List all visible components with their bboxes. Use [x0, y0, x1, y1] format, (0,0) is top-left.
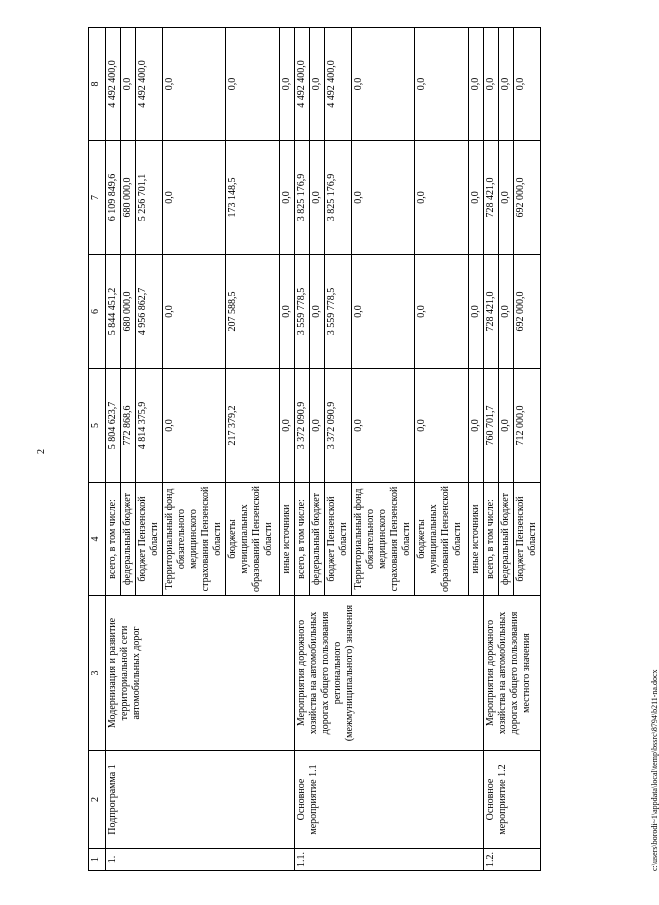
amount-cell: 0,0 — [499, 255, 514, 369]
amount-cell: 728 421,0 — [484, 255, 499, 369]
amount-cell: 0,0 — [280, 141, 295, 255]
header-cell: 6 — [89, 255, 106, 369]
description-cell: Мероприятия дорожного хозяйства на автомобильных дорогах общего пользования местного значения — [484, 596, 541, 751]
amount-cell: 0,0 — [469, 28, 484, 141]
row-number-cell: 1.2. — [484, 849, 541, 871]
funding-source-cell: Территориальный фонд обязательного медицинского страхования Пензенской области — [163, 483, 226, 596]
header-cell: 8 — [89, 28, 106, 141]
header-cell: 7 — [89, 141, 106, 255]
amount-cell: 0,0 — [163, 28, 226, 141]
funding-source-cell: федеральный бюджет — [121, 483, 136, 596]
amount-cell: 0,0 — [310, 369, 325, 483]
amount-cell: 0,0 — [310, 255, 325, 369]
amount-cell: 0,0 — [499, 28, 514, 141]
row-number-cell: 1.1. — [295, 849, 484, 871]
funding-source-cell: всего, в том числе: — [295, 483, 310, 596]
table-row — [295, 28, 310, 871]
amount-cell: 5 844 451,2 — [106, 255, 121, 369]
row-number-cell: 1. — [106, 849, 295, 871]
amount-cell: 0,0 — [226, 28, 280, 141]
header-cell: 2 — [89, 751, 106, 849]
amount-cell: 0,0 — [415, 28, 469, 141]
amount-cell: 207 588,5 — [226, 255, 280, 369]
amount-cell: 712 000,0 — [514, 369, 541, 483]
amount-cell: 728 421,0 — [484, 141, 499, 255]
description-cell: Модернизация и развитие территориальной сети автомобильных дорог — [106, 596, 295, 751]
file-path-footer: c:\users\borodi~1\appdata\local\temp\bssrc\8794\b211-na.docx — [650, 669, 659, 871]
funding-source-cell: федеральный бюджет — [499, 483, 514, 596]
funding-source-cell: всего, в том числе: — [106, 483, 121, 596]
amount-cell: 0,0 — [352, 28, 415, 141]
table-row — [484, 28, 499, 871]
amount-cell: 3 372 090,9 — [295, 369, 310, 483]
amount-cell: 0,0 — [415, 369, 469, 483]
funding-source-cell: бюджеты муниципальных образований Пензенской области — [415, 483, 469, 596]
funding-source-cell: иные источники — [469, 483, 484, 596]
program-name-cell: Основное мероприятие 1.1 — [295, 751, 484, 849]
amount-cell: 680 000,0 — [121, 255, 136, 369]
program-name-cell: Основное мероприятие 1.2 — [484, 751, 541, 849]
amount-cell: 3 825 176,9 — [295, 141, 310, 255]
amount-cell: 3 559 778,5 — [325, 255, 352, 369]
amount-cell: 680 000,0 — [121, 141, 136, 255]
amount-cell: 772 868,6 — [121, 369, 136, 483]
amount-cell: 0,0 — [163, 141, 226, 255]
amount-cell: 692 000,0 — [514, 141, 541, 255]
amount-cell: 4 956 862,7 — [136, 255, 163, 369]
table-row — [106, 28, 121, 871]
funding-source-cell: бюджет Пензенской области — [514, 483, 541, 596]
amount-cell: 3 559 778,5 — [295, 255, 310, 369]
amount-cell: 5 256 701,1 — [136, 141, 163, 255]
amount-cell: 0,0 — [163, 255, 226, 369]
header-row — [89, 28, 106, 871]
amount-cell: 4 492 400,0 — [106, 28, 121, 141]
funding-source-cell: всего, в том числе: — [484, 483, 499, 596]
amount-cell: 0,0 — [499, 369, 514, 483]
amount-cell: 4 492 400,0 — [136, 28, 163, 141]
program-name-cell: Подпрограмма 1 — [106, 751, 295, 849]
page-number: 2 — [36, 449, 47, 454]
amount-cell: 0,0 — [352, 141, 415, 255]
header-cell: 3 — [89, 596, 106, 751]
amount-cell: 0,0 — [499, 141, 514, 255]
amount-cell: 173 148,5 — [226, 141, 280, 255]
rotated-table-page — [88, 28, 659, 871]
amount-cell: 0,0 — [280, 369, 295, 483]
amount-cell: 0,0 — [415, 255, 469, 369]
header-cell: 5 — [89, 369, 106, 483]
funding-source-cell: иные источники — [280, 483, 295, 596]
header-cell: 4 — [89, 483, 106, 596]
amount-cell: 3 372 090,9 — [325, 369, 352, 483]
amount-cell: 0,0 — [352, 369, 415, 483]
header-cell: 1 — [89, 849, 106, 871]
funding-source-cell: федеральный бюджет — [310, 483, 325, 596]
funding-source-cell: бюджеты муниципальных образований Пензенской области — [226, 483, 280, 596]
amount-cell: 760 701,7 — [484, 369, 499, 483]
amount-cell: 0,0 — [469, 369, 484, 483]
amount-cell: 0,0 — [280, 255, 295, 369]
amount-cell: 5 804 623,7 — [106, 369, 121, 483]
amount-cell: 0,0 — [310, 28, 325, 141]
amount-cell: 0,0 — [415, 141, 469, 255]
amount-cell: 0,0 — [484, 28, 499, 141]
funding-source-cell: бюджет Пензенской области — [325, 483, 352, 596]
amount-cell: 0,0 — [469, 141, 484, 255]
amount-cell: 4 492 400,0 — [295, 28, 310, 141]
amount-cell: 3 825 176,9 — [325, 141, 352, 255]
amount-cell: 0,0 — [310, 141, 325, 255]
budget-table — [88, 27, 541, 871]
amount-cell: 217 379,2 — [226, 369, 280, 483]
amount-cell: 4 492 400,0 — [325, 28, 352, 141]
amount-cell: 692 000,0 — [514, 255, 541, 369]
amount-cell: 0,0 — [352, 255, 415, 369]
funding-source-cell: Территориальный фонд обязательного медицинского страхования Пензенской области — [352, 483, 415, 596]
amount-cell: 4 814 375,9 — [136, 369, 163, 483]
amount-cell: 0,0 — [280, 28, 295, 141]
amount-cell: 0,0 — [121, 28, 136, 141]
amount-cell: 0,0 — [163, 369, 226, 483]
description-cell: Мероприятия дорожного хозяйства на автомобильных дорогах общего пользования регионального (межмуниципального) значения — [295, 596, 484, 751]
amount-cell: 6 109 849,6 — [106, 141, 121, 255]
amount-cell: 0,0 — [469, 255, 484, 369]
funding-source-cell: бюджет Пензенской области — [136, 483, 163, 596]
amount-cell: 0,0 — [514, 28, 541, 141]
